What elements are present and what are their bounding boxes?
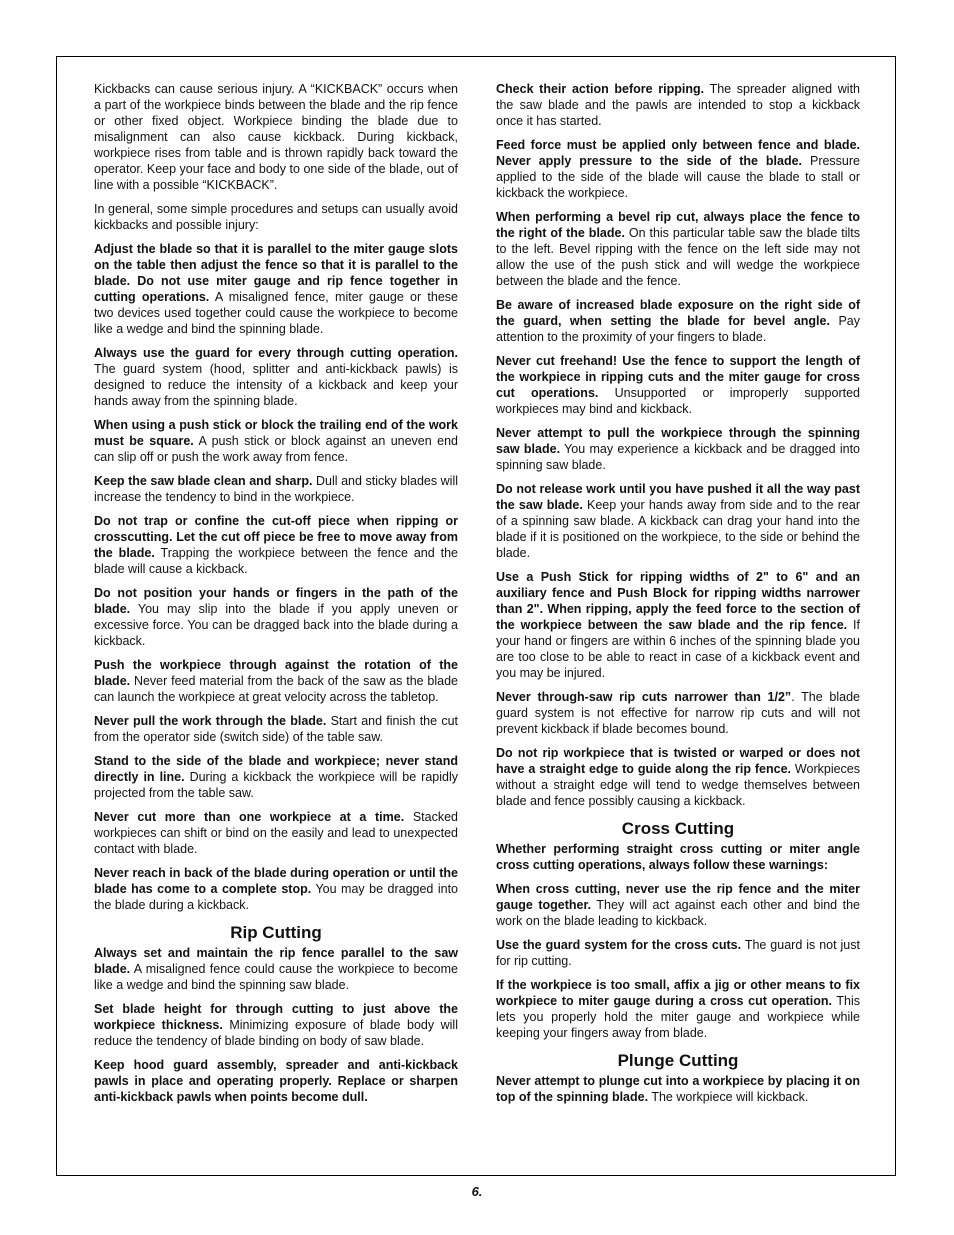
paragraph bbox=[496, 569, 860, 681]
paragraph-body: Kickbacks can cause serious injury. A “KICKBACK” occurs when a part of the workpiece binds between the blade and the rip fence or other fixed object. Workpiece binding the blade due to misalignment can also cause kickback. During kickback, workpiece rises from table and is thrown rapidly back toward the operator. Keep your face and body to one side of the blade, out of line with a possible “KICKBACK”. bbox=[94, 82, 458, 192]
paragraph bbox=[94, 865, 458, 913]
paragraph-body: Workpieces without a straight edge will tend to wedge themselves between blade and fence possibly causing a kickback. bbox=[496, 762, 861, 808]
paragraph bbox=[94, 345, 458, 409]
paragraph-lead: When using a push stick or block the trailing end of the work must be square. bbox=[94, 418, 458, 448]
paragraph-lead: Do not release work until you have pushed it all the way past the saw blade. bbox=[496, 482, 860, 512]
paragraph-lead: Keep the saw blade clean and sharp. bbox=[94, 474, 313, 488]
cross-cutting-paragraphs bbox=[496, 841, 860, 1041]
paragraph-body: Start and finish the cut from the operator side (switch side) of the table saw. bbox=[94, 714, 458, 744]
paragraph-lead: Do not rip workpiece that is twisted or warped or does not have a straight edge to guide along the rip fence. bbox=[496, 746, 860, 776]
paragraph bbox=[94, 201, 458, 233]
paragraph bbox=[94, 417, 458, 465]
paragraph-body: A push stick or block against an uneven end can slip off or push the work away from fence. bbox=[94, 434, 458, 464]
paragraph-body: In general, some simple procedures and setups can usually avoid kickbacks and possible injury: bbox=[94, 202, 458, 232]
paragraph-lead: Never through-saw rip cuts narrower than 1/2” bbox=[496, 690, 792, 704]
paragraph-body: A misaligned fence could cause the workpiece to become like a wedge and bind the spinning saw blade. bbox=[94, 962, 458, 992]
paragraph-lead: Always set and maintain the rip fence parallel to the saw blade. bbox=[94, 946, 458, 976]
paragraph-body: On this particular table saw the blade tilts to the left. Bevel ripping with the fence on the left side may not allow the use of the push stick and will wedge the workpiece between the blade and the fence. bbox=[496, 226, 860, 288]
paragraph-body: Dull and sticky blades will increase the tendency to bind in the workpiece. bbox=[94, 474, 458, 504]
paragraph bbox=[94, 513, 458, 577]
paragraph-body: You may slip into the blade if you apply uneven or excessive force. You can be dragged back into the blade during a kickback. bbox=[94, 602, 458, 648]
paragraph bbox=[94, 241, 458, 337]
paragraph-body: . The blade guard system is not effective for narrow rip cuts and will not prevent kickback if blade becomes bound. bbox=[496, 690, 860, 736]
paragraph-body: You may experience a kickback and be dragged into spinning saw blade. bbox=[496, 442, 860, 472]
paragraph-body: If your hand or fingers are within 6 inches of the spinning blade you are too close to be able to react in case of a kickback event and you may be injured. bbox=[496, 618, 860, 680]
paragraph bbox=[94, 1001, 458, 1049]
kickback-paragraphs bbox=[94, 81, 458, 913]
paragraph bbox=[496, 137, 860, 201]
paragraph-body: Never feed material from the back of the saw as the blade can launch the workpiece at great velocity across the tabletop. bbox=[94, 674, 458, 704]
paragraph bbox=[496, 353, 860, 417]
paragraph-lead: Stand to the side of the blade and workpiece; never stand directly in line. bbox=[94, 754, 458, 784]
paragraph-lead: Set blade height for through cutting to just above the workpiece thickness. bbox=[94, 1002, 458, 1032]
paragraph bbox=[94, 657, 458, 705]
paragraph bbox=[496, 977, 860, 1041]
paragraph-lead: Never cut more than one workpiece at a time. bbox=[94, 810, 405, 824]
paragraph bbox=[94, 753, 458, 801]
paragraph-lead: Never pull the work through the blade. bbox=[94, 714, 327, 728]
paragraph bbox=[496, 689, 860, 737]
paragraph bbox=[496, 841, 860, 873]
paragraph-body: Keep your hands away from side and to the rear of a spinning saw blade. A kickback can drag your hand into the blade if it is positioned on the workpiece, to the side or behind the blade. bbox=[496, 498, 860, 560]
paragraph-lead: Whether performing straight cross cutting or miter angle cross cutting operations, always follow these warnings: bbox=[496, 842, 860, 872]
paragraph bbox=[496, 425, 860, 473]
paragraph bbox=[94, 945, 458, 993]
paragraph bbox=[94, 1057, 458, 1105]
paragraph-lead: Push the workpiece through against the rotation of the blade. bbox=[94, 658, 458, 688]
paragraph bbox=[496, 209, 860, 289]
paragraph bbox=[496, 937, 860, 969]
paragraph bbox=[94, 809, 458, 857]
rip-cutting-heading: Rip Cutting bbox=[230, 923, 322, 942]
paragraph-lead: Never attempt to pull the workpiece through the spinning saw blade. bbox=[496, 426, 860, 456]
plunge-cutting-heading: Plunge Cutting bbox=[617, 1051, 739, 1070]
paragraph-body: This lets you properly hold the miter gauge and workpiece while keeping your fingers away from blade. bbox=[496, 994, 861, 1040]
paragraph-lead: Never cut freehand! Use the fence to support the length of the workpiece in ripping cuts and the miter gauge for cross cut operations. bbox=[496, 354, 860, 400]
paragraph-body: The guard is not just for rip cutting. bbox=[496, 938, 860, 968]
paragraph-body: You may be dragged into the blade during a kickback. bbox=[94, 882, 459, 912]
paragraph bbox=[496, 1073, 860, 1105]
paragraph-body: The spreader aligned with the saw blade and the pawls are intended to stop a kickback once it has started. bbox=[496, 82, 860, 128]
paragraph-lead: Use the guard system for the cross cuts. bbox=[496, 938, 742, 952]
paragraph-lead: Adjust the blade so that it is parallel to the miter gauge slots on the table then adjust the fence so that it is parallel to the blade. Do not use miter gauge and rip fence together in cutting operations. bbox=[94, 242, 458, 304]
paragraph-body: Trapping the workpiece between the fence and the blade will cause a kickback. bbox=[94, 546, 459, 576]
paragraph-body: Pay attention to the proximity of your fingers to blade. bbox=[496, 314, 861, 344]
paragraph-lead: When cross cutting, never use the rip fence and the miter gauge together. bbox=[496, 882, 860, 912]
paragraph-lead: Use a Push Stick for ripping widths of 2" to 6" and an auxiliary fence and Push Block for ripping widths narrower than 2". When ripping, apply the feed force to the section of the workpiece between the saw blade and the rip fence. bbox=[496, 570, 860, 632]
paragraph-body: Minimizing exposure of blade body will reduce the tendency of blade binding on body of saw blade. bbox=[94, 1018, 458, 1048]
paragraph-lead: Be aware of increased blade exposure on the right side of the guard, when setting the blade for bevel angle. bbox=[496, 298, 860, 328]
paragraph-lead: When performing a bevel rip cut, always place the fence to the right of the blade. bbox=[496, 210, 860, 240]
paragraph-body: Pressure applied to the side of the blade will cause the blade to stall or kickback the workpiece. bbox=[496, 154, 860, 200]
paragraph-body: During a kickback the workpiece will be rapidly projected from the table saw. bbox=[94, 770, 458, 800]
paragraph-body: They will act against each other and bind the work on the blade leading to kickback. bbox=[496, 898, 860, 928]
paragraph bbox=[496, 81, 860, 129]
paragraph-body: Unsupported or improperly supported workpieces may bind and kickback. bbox=[496, 386, 861, 416]
paragraph bbox=[94, 713, 458, 745]
paragraph-lead: Check their action before ripping. bbox=[496, 82, 705, 96]
paragraph bbox=[94, 585, 458, 649]
paragraph bbox=[496, 881, 860, 929]
page-number: 6. bbox=[471, 1184, 483, 1199]
paragraph-lead: Never attempt to plunge cut into a workpiece by placing it on top of the spinning blade. bbox=[496, 1074, 860, 1104]
paragraph-body: The guard system (hood, splitter and anti-kickback pawls) is designed to reduce the intensity of a kickback and keep your hands away from the spinning blade. bbox=[94, 362, 458, 408]
paragraph bbox=[496, 481, 860, 561]
cross-cutting-heading: Cross Cutting bbox=[621, 819, 735, 838]
paragraph bbox=[94, 473, 458, 505]
paragraph bbox=[496, 745, 860, 809]
paragraph bbox=[496, 297, 860, 345]
paragraph-body: The workpiece will kickback. bbox=[648, 1090, 809, 1104]
right-column bbox=[496, 81, 860, 1113]
paragraph-body: A misaligned fence, miter gauge or these two devices used together could cause the workpiece to become like a wedge and bind the spinning blade. bbox=[94, 290, 458, 336]
paragraph-body: Stacked workpieces can shift or bind on the easily and lead to unexpected contact with blade. bbox=[94, 810, 458, 856]
rip-continued-paragraphs bbox=[496, 81, 860, 809]
paragraph-lead: Always use the guard for every through cutting operation. bbox=[94, 346, 458, 360]
paragraph-lead: Feed force must be applied only between fence and blade. Never apply pressure to the side of the blade. bbox=[496, 138, 860, 168]
plunge-cutting-paragraphs bbox=[496, 1073, 860, 1105]
paragraph-lead: Keep hood guard assembly, spreader and anti-kickback pawls in place and operating properly. Replace or sharpen anti-kickback pawls when points become dull. bbox=[94, 1058, 458, 1104]
paragraph bbox=[94, 81, 458, 193]
paragraph-lead: Never reach in back of the blade during operation or until the blade has come to a complete stop. bbox=[94, 866, 458, 896]
paragraph-lead: If the workpiece is too small, affix a jig or other means to fix workpiece to miter gauge during a cross cut operation. bbox=[496, 978, 860, 1008]
paragraph-lead: Do not position your hands or fingers in the path of the blade. bbox=[94, 586, 458, 616]
left-column bbox=[94, 81, 458, 1113]
rip-cutting-paragraphs bbox=[94, 945, 458, 1105]
paragraph-lead: Do not trap or confine the cut-off piece when ripping or crosscutting. Let the cut off piece be free to move away from the blade. bbox=[94, 514, 458, 560]
